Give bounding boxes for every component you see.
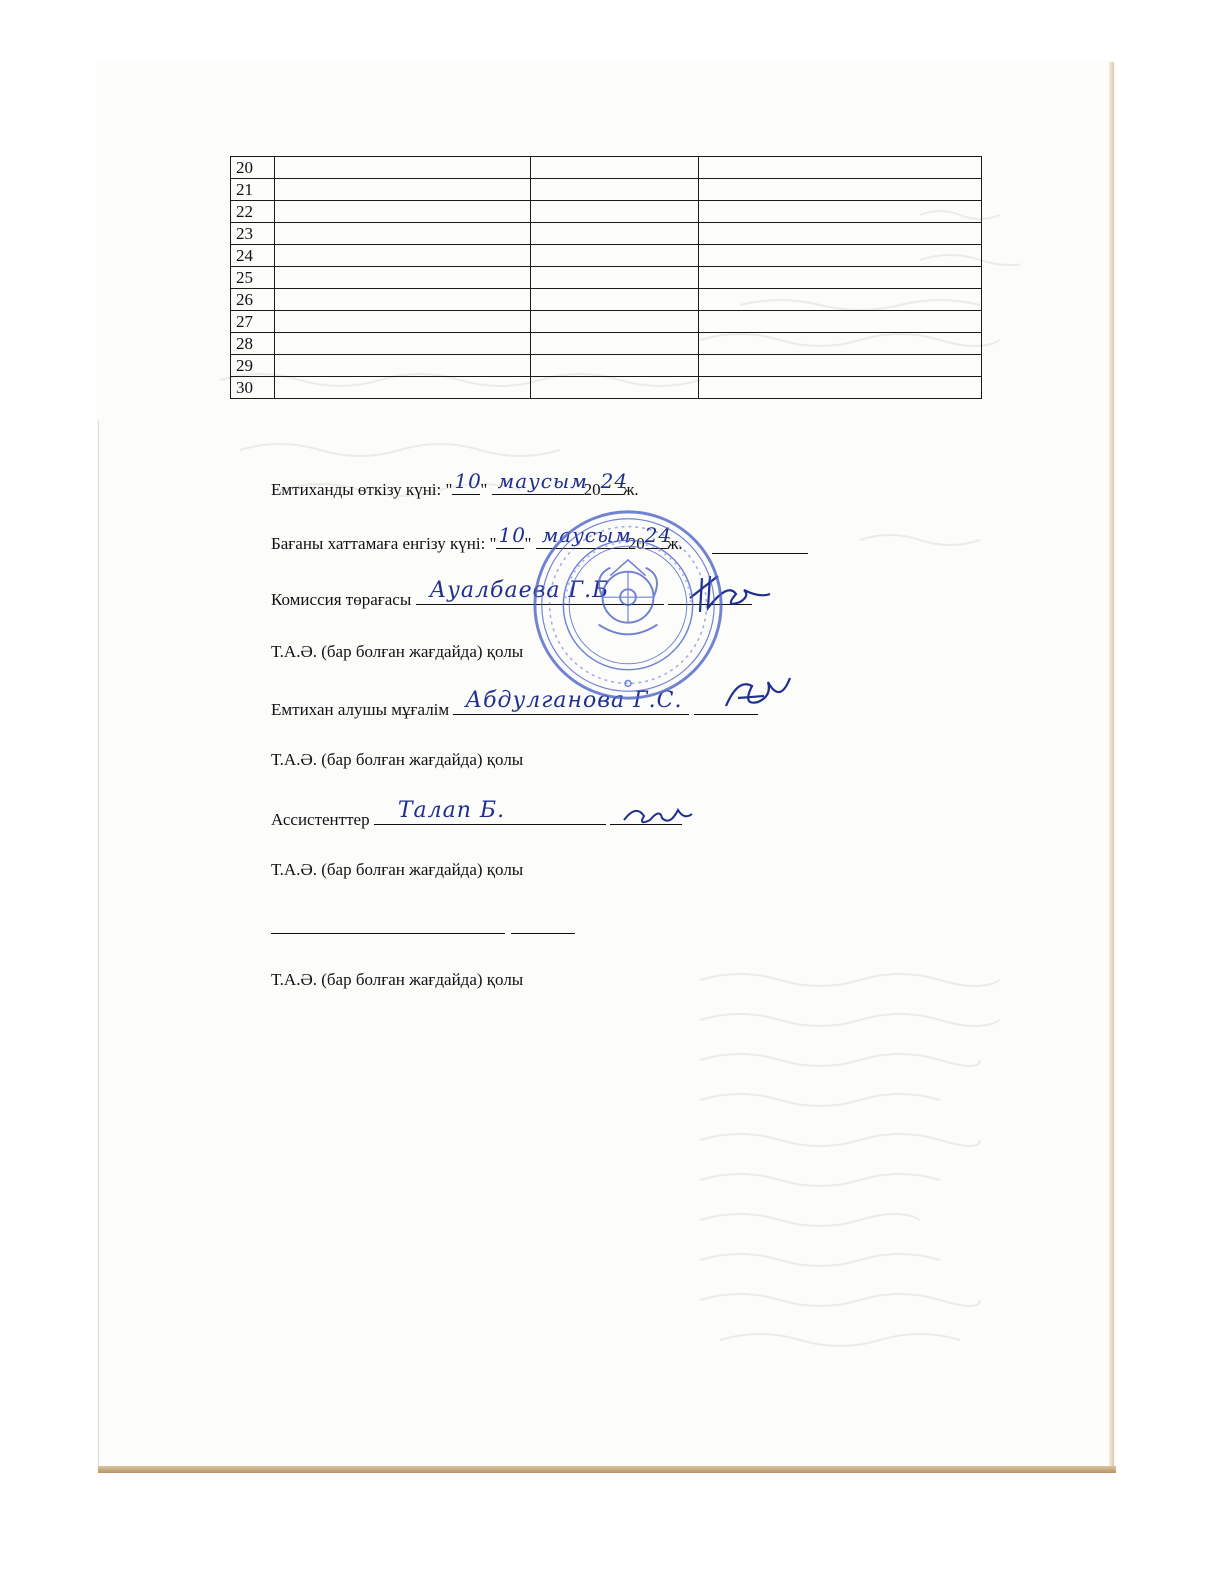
student-name-cell (275, 311, 531, 333)
exam-date-year: 24 (600, 469, 629, 493)
table-row (231, 179, 982, 201)
grade-cell (531, 333, 699, 355)
entry-date-month: маусым (541, 523, 632, 547)
grade-cell (531, 201, 699, 223)
student-name-cell (275, 245, 531, 267)
exam-date-label: Емтиханды өткізу күні: " (271, 480, 453, 499)
remarks-cell (699, 289, 982, 311)
exam-date-year-end: ж. (622, 480, 639, 499)
assistants-label: Ассистенттер (271, 810, 370, 829)
teacher-label: Емтихан алушы мұғалім (271, 700, 450, 719)
row-number: 29 (231, 355, 275, 377)
teacher-signature (718, 668, 808, 716)
results-table (230, 156, 982, 399)
exam-date-month: маусым (497, 469, 588, 493)
entry-date-label: Бағаны хаттамаға енгізу күні: " (271, 534, 497, 553)
student-name-cell (275, 333, 531, 355)
remarks-cell (699, 377, 982, 399)
row-number: 20 (231, 157, 275, 179)
student-name-cell (275, 223, 531, 245)
grade-cell (531, 311, 699, 333)
row-number: 26 (231, 289, 275, 311)
remarks-cell (699, 179, 982, 201)
table-row (231, 245, 982, 267)
table-row (231, 267, 982, 289)
remarks-cell (699, 157, 982, 179)
table-row (231, 333, 982, 355)
teacher-caption: Т.А.Ә. (бар болған жағдайда) қолы (271, 750, 524, 769)
student-name-cell (275, 267, 531, 289)
row-number: 23 (231, 223, 275, 245)
exam-date-line (271, 469, 639, 500)
student-name-cell (275, 201, 531, 223)
student-name-cell (275, 157, 531, 179)
remarks-cell (699, 311, 982, 333)
assistants-caption: Т.А.Ә. (бар болған жағдайда) қолы (271, 860, 524, 879)
extra-name-line (271, 932, 505, 934)
row-number: 30 (231, 377, 275, 399)
grade-cell (531, 157, 699, 179)
student-name-cell (275, 179, 531, 201)
row-number: 24 (231, 245, 275, 267)
chair-name: Ауалбаева Г.Б (429, 578, 610, 603)
table-row (231, 377, 982, 399)
remarks-cell (699, 333, 982, 355)
paper-edge-left (98, 420, 99, 1466)
grade-cell (531, 289, 699, 311)
chair-label: Комиссия төрағасы (271, 590, 412, 609)
paper-edge-bottom (98, 1466, 1116, 1473)
row-number: 21 (231, 179, 275, 201)
table-row (231, 157, 982, 179)
student-name-cell (275, 377, 531, 399)
exam-date-quote: " (480, 480, 488, 499)
table-row (231, 355, 982, 377)
grade-cell (531, 377, 699, 399)
remarks-cell (699, 267, 982, 289)
assistants-name-field (374, 798, 606, 825)
row-number: 27 (231, 311, 275, 333)
remarks-cell (699, 201, 982, 223)
table-row (231, 289, 982, 311)
exam-date-year-prefix: 20 (583, 480, 601, 499)
table-row (231, 223, 982, 245)
official-stamp (530, 507, 726, 703)
paper-edge-right (1109, 62, 1114, 1472)
grade-cell (531, 245, 699, 267)
teacher-name: Абдулганова Г.С. (465, 688, 683, 713)
student-name-cell (275, 355, 531, 377)
assistants-name: Талап Б. (397, 798, 506, 823)
grade-cell (531, 267, 699, 289)
exam-date-month-field (492, 469, 588, 495)
grade-cell (531, 355, 699, 377)
entry-date-year-end: ж. (666, 534, 683, 553)
row-number: 25 (231, 267, 275, 289)
entry-date-year: 24 (644, 523, 673, 547)
extra-signature-line (511, 932, 575, 934)
grade-cell (531, 179, 699, 201)
exam-date-day: 10 (454, 469, 482, 493)
student-name-cell (275, 289, 531, 311)
remarks-cell (699, 355, 982, 377)
grade-cell (531, 223, 699, 245)
row-number: 28 (231, 333, 275, 355)
extra-caption: Т.А.Ә. (бар болған жағдайда) қолы (271, 970, 524, 989)
entry-date-trailing-line (712, 552, 808, 554)
assistants-signature (618, 796, 698, 832)
table-row (231, 311, 982, 333)
entry-date-quote: " (524, 534, 532, 553)
exam-date-day-field (452, 469, 482, 495)
exam-date-year-field (600, 469, 629, 495)
chair-caption: Т.А.Ә. (бар болған жағдайда) қолы (271, 642, 524, 661)
row-number: 22 (231, 201, 275, 223)
table-row (231, 201, 982, 223)
remarks-cell (699, 223, 982, 245)
entry-date-year-prefix: 20 (627, 534, 645, 553)
entry-date-day: 10 (498, 523, 526, 547)
entry-date-day-field (496, 523, 526, 549)
remarks-cell (699, 245, 982, 267)
